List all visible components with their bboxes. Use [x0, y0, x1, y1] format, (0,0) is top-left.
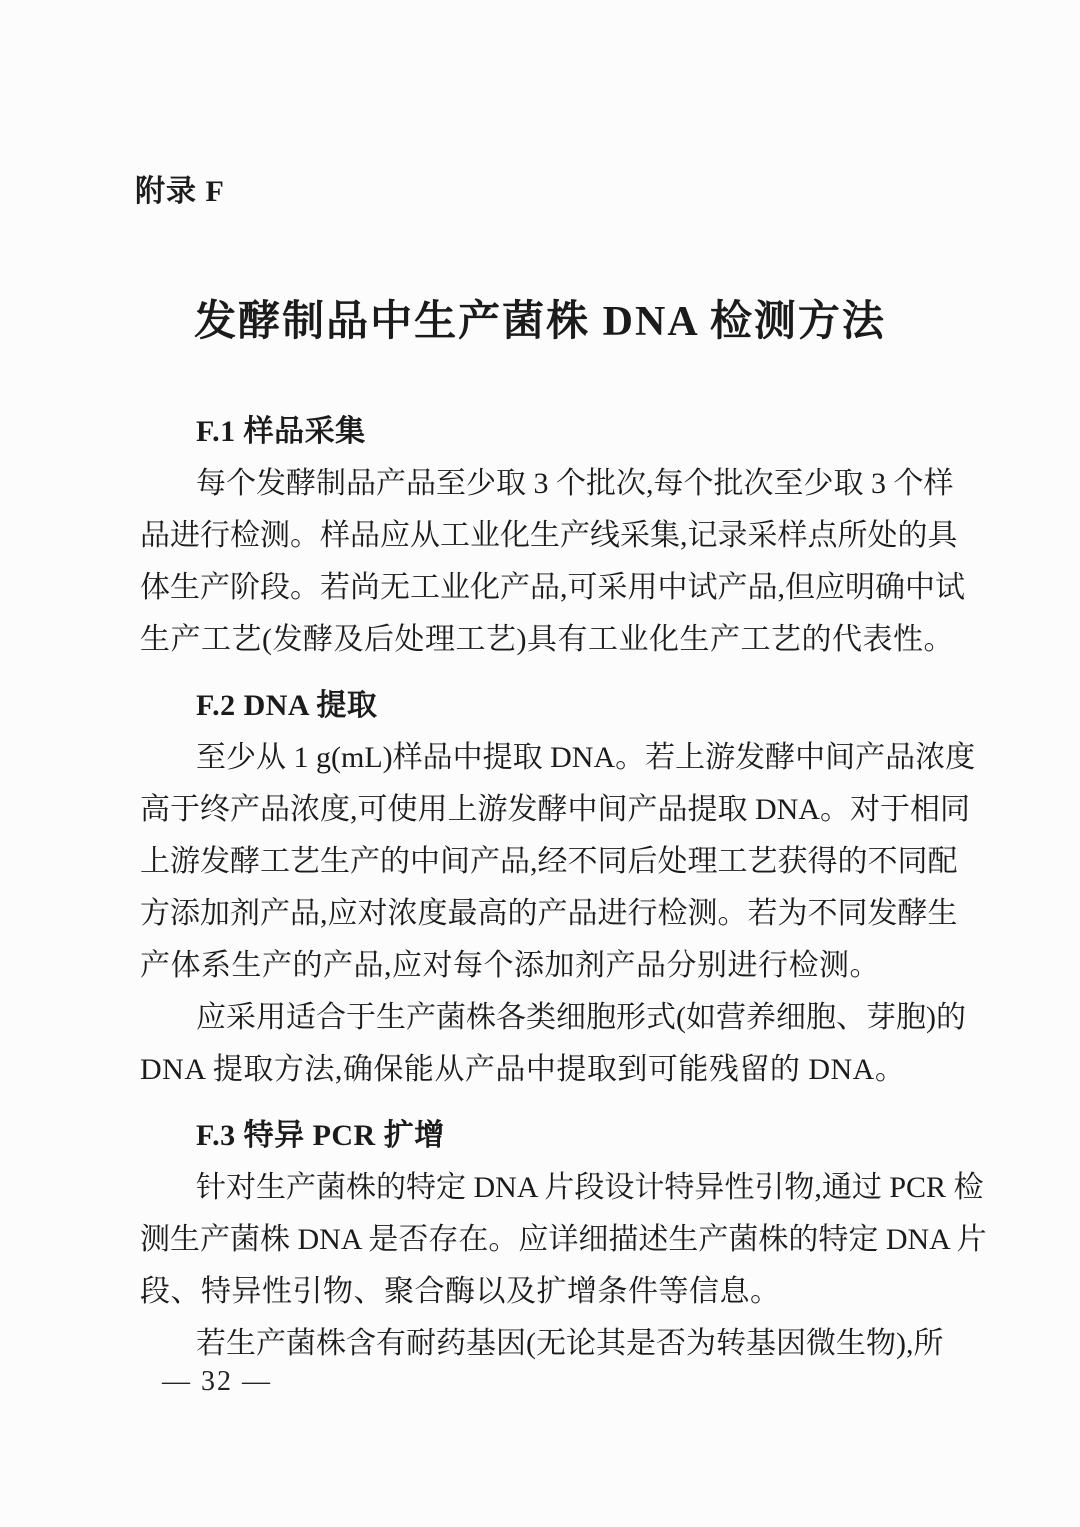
body-line: 针对生产菌株的特定 DNA 片段设计特异性引物,通过 PCR 检: [196, 1171, 984, 1204]
body-line: 高于终产品浓度,可使用上游发酵中间产品提取 DNA。对于相同: [140, 793, 970, 826]
body-line: 上游发酵工艺生产的中间产品,经不同后处理工艺获得的不同配: [140, 845, 958, 878]
appendix-label: 附录 F: [135, 175, 225, 208]
body-line: 测生产菌株 DNA 是否存在。应详细描述生产菌株的特定 DNA 片: [140, 1223, 987, 1256]
body-line: 生产工艺(发酵及后处理工艺)具有工业化生产工艺的代表性。: [140, 623, 954, 656]
document-title: 发酵制品中生产菌株 DNA 检测方法: [194, 299, 886, 345]
body-line: 每个发酵制品产品至少取 3 个批次,每个批次至少取 3 个样: [196, 467, 954, 500]
section-heading-f2: F.2 DNA 提取: [196, 689, 378, 722]
body-line: 段、特异性引物、聚合酶以及扩增条件等信息。: [140, 1275, 781, 1308]
body-line: 品进行检测。样品应从工业化生产线采集,记录采样点所处的具: [140, 519, 958, 552]
body-line: 若生产菌株含有耐药基因(无论其是否为转基因微生物),所: [196, 1327, 944, 1360]
section-heading-f1: F.1 样品采集: [196, 415, 366, 448]
body-line: 产体系生产的产品,应对每个添加剂产品分别进行检测。: [140, 949, 880, 982]
body-line: 至少从 1 g(mL)样品中提取 DNA。若上游发酵中间产品浓度: [196, 741, 976, 774]
page-number: — 32 —: [162, 1366, 272, 1397]
section-heading-f3: F.3 特异 PCR 扩增: [196, 1119, 445, 1152]
body-line: 体生产阶段。若尚无工业化产品,可采用中试产品,但应明确中试: [140, 571, 965, 604]
body-line: 应采用适合于生产菌株各类细胞形式(如营养细胞、芽胞)的: [196, 1001, 966, 1034]
body-line: DNA 提取方法,确保能从产品中提取到可能残留的 DNA。: [140, 1053, 906, 1086]
body-line: 方添加剂产品,应对浓度最高的产品进行检测。若为不同发酵生: [140, 897, 958, 930]
